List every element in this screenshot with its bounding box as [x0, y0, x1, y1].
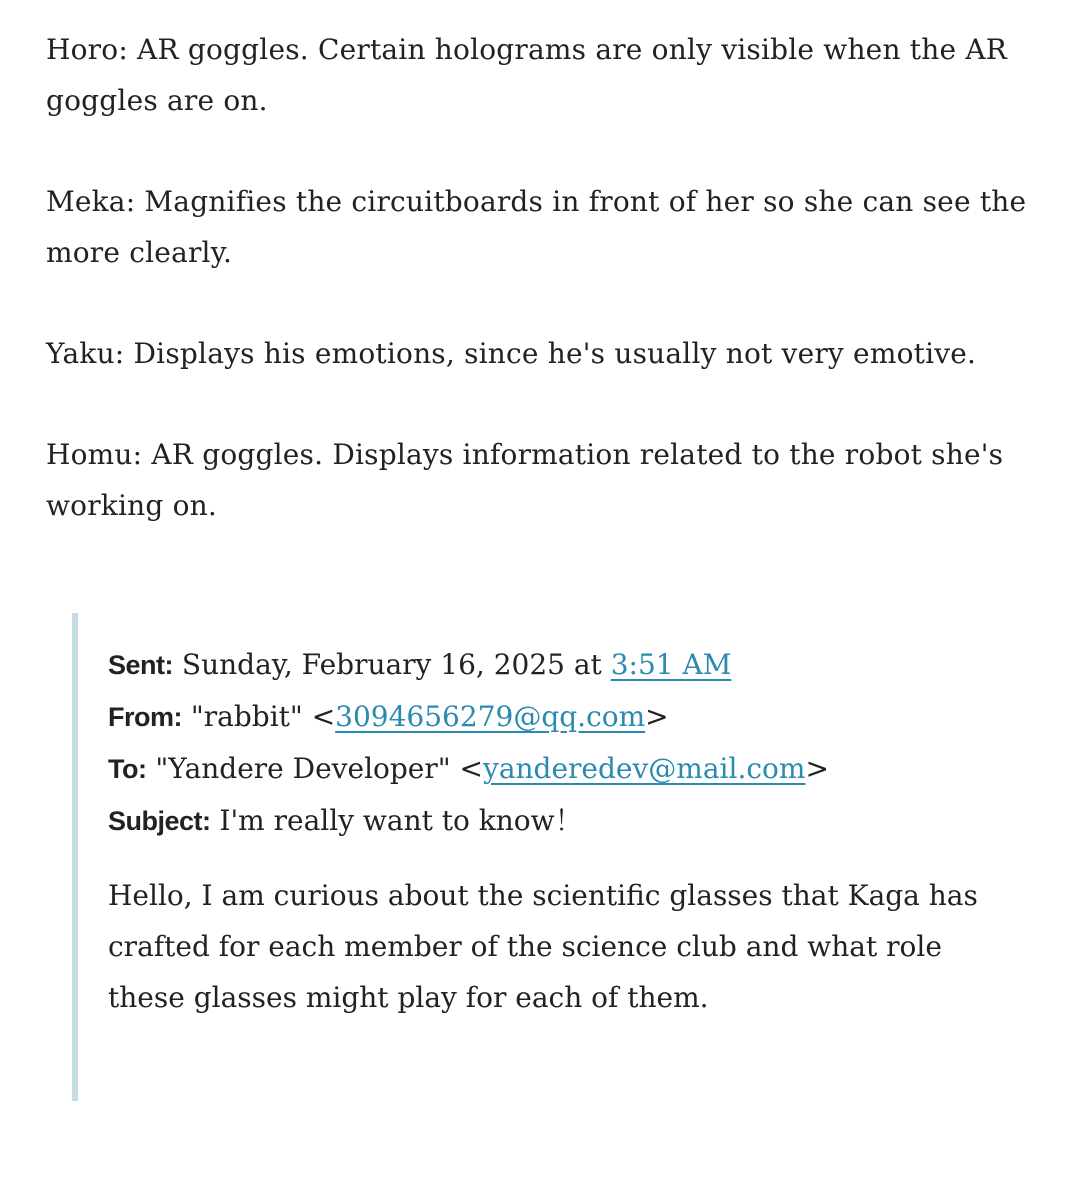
email-to-line [108, 743, 1008, 795]
to-close: > [805, 752, 829, 785]
email-from-line [108, 691, 1008, 743]
answer-paragraph-yaku: Yaku: Displays his emotions, since he's usually not very emotive. [46, 337, 977, 370]
subject-label: Subject: [108, 806, 211, 836]
email-sent-line [108, 639, 1008, 691]
from-label: From: [108, 702, 182, 732]
from-close: > [645, 700, 669, 733]
sent-date: Sunday, February 16, 2025 at [181, 648, 602, 681]
email-quote-content [108, 639, 1008, 1023]
email-quote-block [72, 613, 1038, 1101]
from-name: "rabbit" < [190, 700, 336, 733]
answer-paragraph-homu: Homu: AR goggles. Displays information related to the robot she's working on. [46, 438, 1004, 522]
email-subject-line [108, 795, 1008, 847]
to-email-link[interactable]: yanderedev@mail.com [483, 752, 806, 785]
to-label: To: [108, 754, 147, 784]
email-body: Hello, I am curious about the scientific glasses that Kaga has crafted for each member of the science club and what role these glasses might play for each of them. [108, 879, 978, 1014]
answer-paragraph-horo: Horo: AR goggles. Certain holograms are only visible when the AR goggles are on. [46, 33, 1008, 117]
to-name: "Yandere Developer" < [155, 752, 483, 785]
from-email-link[interactable]: 3094656279@qq.com [335, 700, 646, 733]
sent-label: Sent: [108, 650, 173, 680]
answer-paragraph-meka: Meka: Magnifies the circuitboards in front of her so she can see the more clearly. [46, 185, 1027, 269]
sent-time-link[interactable]: 3:51 AM [610, 648, 732, 681]
subject-value: I'm really want to know！ [219, 804, 583, 837]
answer-content [46, 24, 1036, 581]
